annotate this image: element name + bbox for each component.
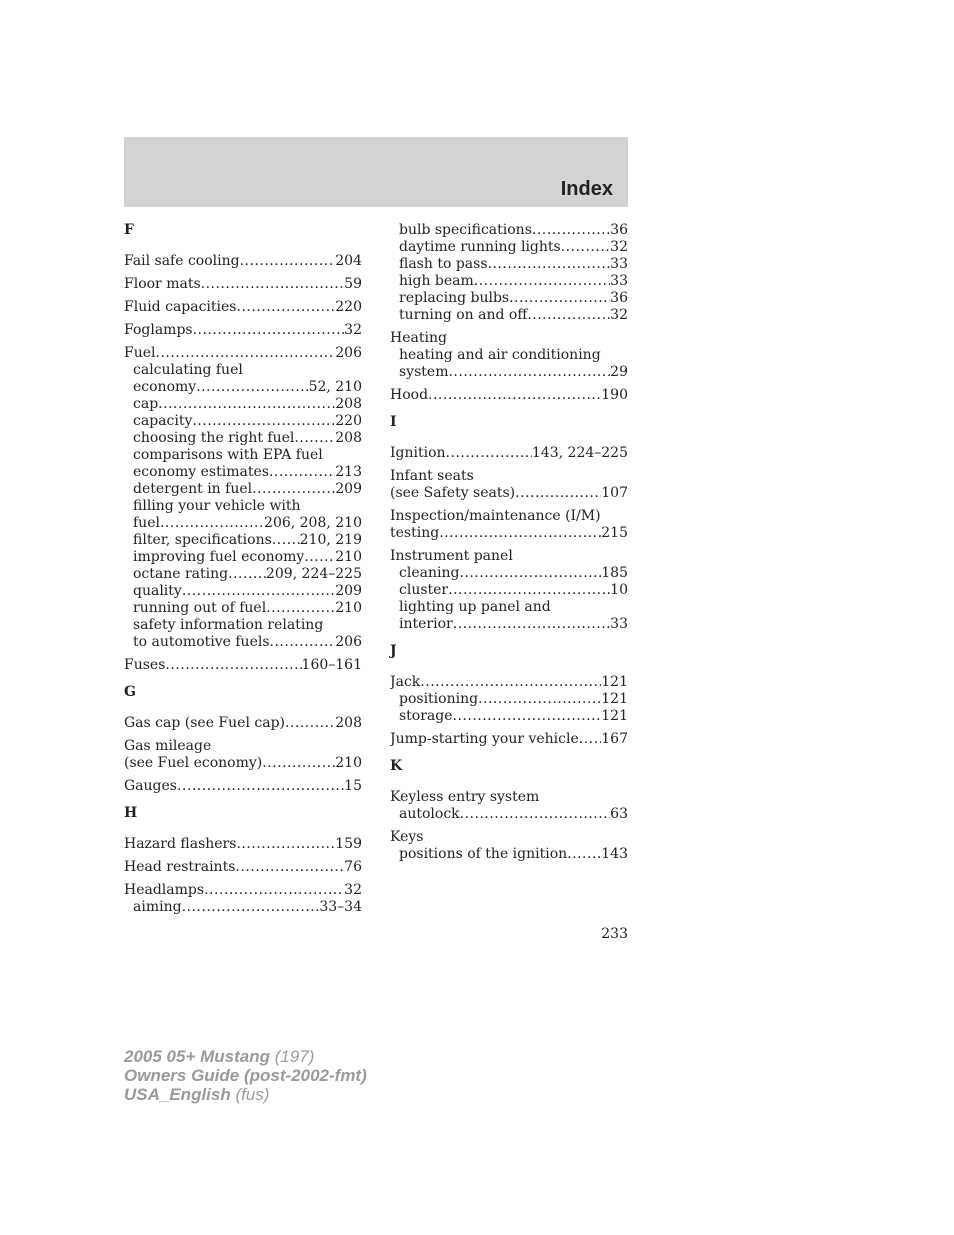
entry-pages: 206 bbox=[335, 634, 362, 650]
dot-leader bbox=[269, 464, 335, 481]
dot-leader bbox=[527, 307, 610, 324]
index-section bbox=[390, 643, 628, 748]
entry-text: detergent in fuel bbox=[133, 481, 253, 497]
entry-pages: 121 bbox=[601, 708, 628, 724]
entry-text: Gas cap (see Fuel cap) bbox=[124, 715, 285, 731]
index-subentry bbox=[390, 290, 628, 307]
entry-pages: 210, 219 bbox=[299, 532, 362, 548]
index-subentry bbox=[390, 708, 628, 725]
dot-leader bbox=[228, 566, 266, 583]
index-subentry bbox=[390, 239, 628, 256]
entry-pages: 204 bbox=[335, 253, 362, 269]
entry-pages: 10 bbox=[610, 582, 628, 598]
index-subentry bbox=[390, 806, 628, 823]
dot-leader bbox=[182, 899, 320, 916]
entry-text: cleaning bbox=[399, 565, 460, 581]
footer-language: USA_English bbox=[124, 1085, 231, 1104]
index-term bbox=[390, 548, 628, 565]
entry-text: Instrument panel bbox=[390, 548, 513, 564]
index-section bbox=[390, 758, 628, 863]
index-entry bbox=[390, 789, 628, 823]
entry-pages: 209, 224–225 bbox=[265, 566, 362, 582]
index-subentry bbox=[124, 549, 362, 566]
index-entry bbox=[124, 778, 362, 795]
page-number: 233 bbox=[601, 926, 628, 942]
dot-leader bbox=[158, 396, 335, 413]
dot-leader bbox=[509, 290, 610, 307]
index-term bbox=[124, 253, 362, 270]
entry-text: calculating fuel bbox=[133, 362, 243, 378]
entry-text: economy estimates bbox=[133, 464, 269, 480]
index-subentry bbox=[124, 481, 362, 498]
section-letter: G bbox=[124, 684, 136, 700]
index-entry bbox=[390, 731, 628, 748]
dot-leader bbox=[237, 299, 336, 316]
index-subentry bbox=[390, 347, 628, 364]
index-entry bbox=[390, 674, 628, 725]
section-letter: J bbox=[390, 643, 397, 659]
entry-pages: 208 bbox=[335, 715, 362, 731]
entry-text: economy bbox=[133, 379, 197, 395]
index-subentry bbox=[124, 498, 362, 515]
index-term bbox=[124, 657, 362, 674]
footer-language-code: (fus) bbox=[230, 1085, 270, 1104]
entry-text: bulb specifications bbox=[399, 222, 532, 238]
entry-text: Foglamps bbox=[124, 322, 193, 338]
entry-text: Jump-starting your vehicle bbox=[390, 731, 579, 747]
entry-text: Inspection/maintenance (I/M) bbox=[390, 508, 601, 524]
index-subentry bbox=[124, 464, 362, 481]
entry-pages: 29 bbox=[610, 364, 628, 380]
index-entry bbox=[124, 836, 362, 853]
entry-text: lighting up panel and bbox=[399, 599, 551, 615]
entry-pages: 59 bbox=[344, 276, 362, 292]
entry-text: turning on and off bbox=[399, 307, 528, 323]
entry-text: replacing bulbs bbox=[399, 290, 510, 306]
index-subentry bbox=[390, 222, 628, 239]
dot-leader bbox=[515, 485, 601, 502]
dot-leader bbox=[453, 616, 610, 633]
index-entry bbox=[124, 322, 362, 339]
index-subentry bbox=[390, 599, 628, 616]
index-subentry bbox=[124, 362, 362, 379]
dot-leader bbox=[459, 565, 601, 582]
entry-pages: 160–161 bbox=[301, 657, 362, 673]
entry-pages: 206, 208, 210 bbox=[264, 515, 362, 531]
index-column-right bbox=[390, 222, 628, 873]
entry-pages: 167 bbox=[601, 731, 628, 747]
index-section bbox=[390, 414, 628, 633]
dot-leader bbox=[428, 387, 601, 404]
dot-leader bbox=[236, 836, 335, 853]
index-entry bbox=[390, 468, 628, 502]
entry-text: positions of the ignition bbox=[399, 846, 568, 862]
dot-leader bbox=[448, 364, 610, 381]
dot-leader bbox=[579, 731, 601, 748]
index-subentry bbox=[124, 899, 362, 916]
entry-pages: 220 bbox=[335, 299, 362, 315]
entry-text: high beam bbox=[399, 273, 474, 289]
index-section bbox=[124, 222, 362, 674]
entry-pages: 52, 210 bbox=[308, 379, 362, 395]
entry-text: flash to pass bbox=[399, 256, 488, 272]
index-subentry bbox=[124, 617, 362, 634]
entry-pages: 33–34 bbox=[319, 899, 362, 915]
index-entry bbox=[390, 829, 628, 863]
entry-pages: 76 bbox=[344, 859, 362, 875]
dot-leader bbox=[193, 322, 345, 339]
entry-text: interior bbox=[399, 616, 453, 632]
index-term bbox=[390, 508, 628, 525]
entry-text: positioning bbox=[399, 691, 479, 707]
index-entry bbox=[124, 276, 362, 293]
index-term bbox=[124, 738, 362, 755]
dot-leader bbox=[182, 583, 335, 600]
entry-pages: 36 bbox=[610, 290, 628, 306]
index-subentry bbox=[124, 447, 362, 464]
entry-text: filter, specifications bbox=[133, 532, 272, 548]
footer-guide: Owners Guide (post-2002-fmt) bbox=[124, 1066, 367, 1085]
index-column-left bbox=[124, 222, 362, 926]
entry-pages: 15 bbox=[344, 778, 362, 794]
dot-leader bbox=[204, 882, 344, 899]
entry-text: aiming bbox=[133, 899, 182, 915]
entry-pages: 63 bbox=[610, 806, 628, 822]
index-subentry bbox=[390, 582, 628, 599]
dot-leader bbox=[453, 708, 602, 725]
dot-leader bbox=[420, 674, 601, 691]
entry-pages: 143 bbox=[601, 846, 628, 862]
entry-text: choosing the right fuel bbox=[133, 430, 295, 446]
index-entry bbox=[124, 253, 362, 270]
entry-text: daytime running lights bbox=[399, 239, 561, 255]
entry-text: (see Safety seats) bbox=[390, 485, 516, 501]
entry-text: octane rating bbox=[133, 566, 229, 582]
dot-leader bbox=[448, 582, 610, 599]
index-entry bbox=[124, 299, 362, 316]
index-entry bbox=[124, 657, 362, 674]
entry-pages: 121 bbox=[601, 691, 628, 707]
entry-pages: 208 bbox=[335, 430, 362, 446]
dot-leader bbox=[439, 525, 601, 542]
entry-pages: 209 bbox=[335, 583, 362, 599]
entry-pages: 206 bbox=[335, 345, 362, 361]
entry-text: fuel bbox=[133, 515, 160, 531]
entry-text: Fuses bbox=[124, 657, 166, 673]
entry-pages: 32 bbox=[610, 239, 628, 255]
index-entry bbox=[124, 859, 362, 876]
index-subentry bbox=[390, 565, 628, 582]
entry-text: filling your vehicle with bbox=[133, 498, 301, 514]
entry-text: testing bbox=[390, 525, 440, 541]
section-letter: H bbox=[124, 805, 138, 821]
dot-leader bbox=[156, 345, 336, 362]
entry-pages: 32 bbox=[344, 322, 362, 338]
dot-leader bbox=[177, 778, 344, 795]
entry-text: storage bbox=[399, 708, 453, 724]
section-letter: K bbox=[390, 758, 403, 774]
entry-pages: 32 bbox=[344, 882, 362, 898]
index-term bbox=[390, 731, 628, 748]
entry-pages: 208 bbox=[335, 396, 362, 412]
entry-text: comparisons with EPA fuel bbox=[133, 447, 323, 463]
dot-leader bbox=[270, 634, 336, 651]
index-term bbox=[124, 778, 362, 795]
dot-leader bbox=[460, 806, 611, 823]
index-term bbox=[124, 715, 362, 732]
index-section bbox=[124, 684, 362, 795]
entry-pages: 185 bbox=[601, 565, 628, 581]
dot-leader bbox=[266, 600, 335, 617]
index-subentry bbox=[390, 846, 628, 863]
index-subentry bbox=[124, 396, 362, 413]
index-term bbox=[390, 485, 628, 502]
dot-leader bbox=[240, 253, 336, 270]
entry-text: running out of fuel bbox=[133, 600, 267, 616]
entry-pages: 210 bbox=[335, 755, 362, 771]
entry-text: heating and air conditioning bbox=[399, 347, 601, 363]
entry-text: Fluid capacities bbox=[124, 299, 237, 315]
dot-leader bbox=[201, 276, 345, 293]
dot-leader bbox=[235, 859, 344, 876]
index-term bbox=[390, 789, 628, 806]
entry-pages: 213 bbox=[335, 464, 362, 480]
entry-text: Fail safe cooling bbox=[124, 253, 240, 269]
index-subentry bbox=[390, 273, 628, 290]
dot-leader bbox=[532, 222, 610, 239]
index-subentry bbox=[124, 600, 362, 617]
entry-text: Hazard flashers bbox=[124, 836, 237, 852]
dot-leader bbox=[252, 481, 335, 498]
index-subentry bbox=[390, 256, 628, 273]
section-letter: F bbox=[124, 222, 134, 238]
index-subentry bbox=[390, 364, 628, 381]
dot-leader bbox=[272, 532, 300, 549]
dot-leader bbox=[567, 846, 601, 863]
dot-leader bbox=[285, 715, 335, 732]
index-term bbox=[124, 836, 362, 853]
index-entry bbox=[390, 445, 628, 462]
entry-text: capacity bbox=[133, 413, 193, 429]
index-subentry bbox=[124, 532, 362, 549]
entry-pages: 190 bbox=[601, 387, 628, 403]
footer-model-code: (197) bbox=[270, 1047, 315, 1066]
index-subentry bbox=[390, 691, 628, 708]
entry-pages: 159 bbox=[335, 836, 362, 852]
index-entry bbox=[390, 222, 628, 324]
entry-text: Heating bbox=[390, 330, 447, 346]
entry-text: system bbox=[399, 364, 449, 380]
index-entry bbox=[390, 508, 628, 542]
entry-text: Gauges bbox=[124, 778, 177, 794]
dot-leader bbox=[304, 549, 335, 566]
entry-text: Gas mileage bbox=[124, 738, 212, 754]
index-entry bbox=[124, 345, 362, 651]
index-subentry bbox=[124, 515, 362, 532]
entry-text: Ignition bbox=[390, 445, 446, 461]
entry-pages: 210 bbox=[335, 600, 362, 616]
page-title: Index bbox=[560, 178, 613, 200]
index-term bbox=[124, 755, 362, 772]
dot-leader bbox=[474, 273, 610, 290]
entry-text: Headlamps bbox=[124, 882, 205, 898]
index-term bbox=[124, 299, 362, 316]
index-subentry bbox=[390, 616, 628, 633]
entry-text: autolock bbox=[399, 806, 460, 822]
entry-pages: 143, 224–225 bbox=[531, 445, 628, 461]
dot-leader bbox=[478, 691, 601, 708]
entry-text: Fuel bbox=[124, 345, 156, 361]
entry-text: Keyless entry system bbox=[390, 789, 540, 805]
dot-leader bbox=[488, 256, 611, 273]
entry-text: Head restraints bbox=[124, 859, 236, 875]
section-letter: I bbox=[390, 414, 397, 430]
index-entry bbox=[390, 548, 628, 633]
entry-text: safety information relating bbox=[133, 617, 324, 633]
index-section bbox=[124, 805, 362, 916]
index-entry bbox=[124, 715, 362, 732]
index-term bbox=[124, 859, 362, 876]
entry-pages: 107 bbox=[601, 485, 628, 501]
index-subentry bbox=[124, 566, 362, 583]
index-term bbox=[390, 387, 628, 404]
dot-leader bbox=[561, 239, 610, 256]
entry-pages: 32 bbox=[610, 307, 628, 323]
index-header-band bbox=[124, 137, 628, 207]
index-subentry bbox=[124, 634, 362, 651]
entry-pages: 33 bbox=[610, 616, 628, 632]
dot-leader bbox=[196, 379, 308, 396]
entry-text: quality bbox=[133, 583, 182, 599]
entry-text: Keys bbox=[390, 829, 424, 845]
entry-text: cluster bbox=[399, 582, 449, 598]
index-term bbox=[390, 829, 628, 846]
index-subentry bbox=[124, 413, 362, 430]
index-term bbox=[390, 468, 628, 485]
entry-text: (see Fuel economy) bbox=[124, 755, 263, 771]
index-term bbox=[124, 322, 362, 339]
dot-leader bbox=[165, 657, 301, 674]
index-term bbox=[124, 276, 362, 293]
entry-pages: 36 bbox=[610, 222, 628, 238]
index-term bbox=[124, 345, 362, 362]
entry-pages: 215 bbox=[601, 525, 628, 541]
entry-text: cap bbox=[133, 396, 159, 412]
entry-pages: 121 bbox=[601, 674, 628, 690]
entry-pages: 209 bbox=[335, 481, 362, 497]
footer-model: 2005 05+ Mustang bbox=[124, 1047, 270, 1066]
index-subentry bbox=[390, 307, 628, 324]
dot-leader bbox=[192, 413, 335, 430]
entry-pages: 33 bbox=[610, 273, 628, 289]
index-term bbox=[390, 525, 628, 542]
index-subentry bbox=[124, 379, 362, 396]
index-entry bbox=[124, 738, 362, 772]
entry-pages: 210 bbox=[335, 549, 362, 565]
index-term bbox=[390, 330, 628, 347]
index-subentry bbox=[124, 583, 362, 600]
dot-leader bbox=[160, 515, 264, 532]
entry-text: to automotive fuels bbox=[133, 634, 270, 650]
index-section bbox=[390, 222, 628, 404]
index-entry bbox=[390, 387, 628, 404]
index-entry bbox=[124, 882, 362, 916]
index-term bbox=[390, 674, 628, 691]
index-term bbox=[390, 445, 628, 462]
index-term bbox=[124, 882, 362, 899]
entry-pages: 33 bbox=[610, 256, 628, 272]
entry-text: Floor mats bbox=[124, 276, 201, 292]
entry-text: Hood bbox=[390, 387, 429, 403]
index-subentry bbox=[124, 430, 362, 447]
entry-text: Jack bbox=[390, 674, 421, 690]
index-entry bbox=[390, 330, 628, 381]
entry-text: improving fuel economy bbox=[133, 549, 305, 565]
dot-leader bbox=[446, 445, 532, 462]
dot-leader bbox=[262, 755, 335, 772]
entry-pages: 220 bbox=[335, 413, 362, 429]
dot-leader bbox=[294, 430, 335, 447]
document-footer bbox=[124, 1047, 367, 1104]
entry-text: Infant seats bbox=[390, 468, 474, 484]
